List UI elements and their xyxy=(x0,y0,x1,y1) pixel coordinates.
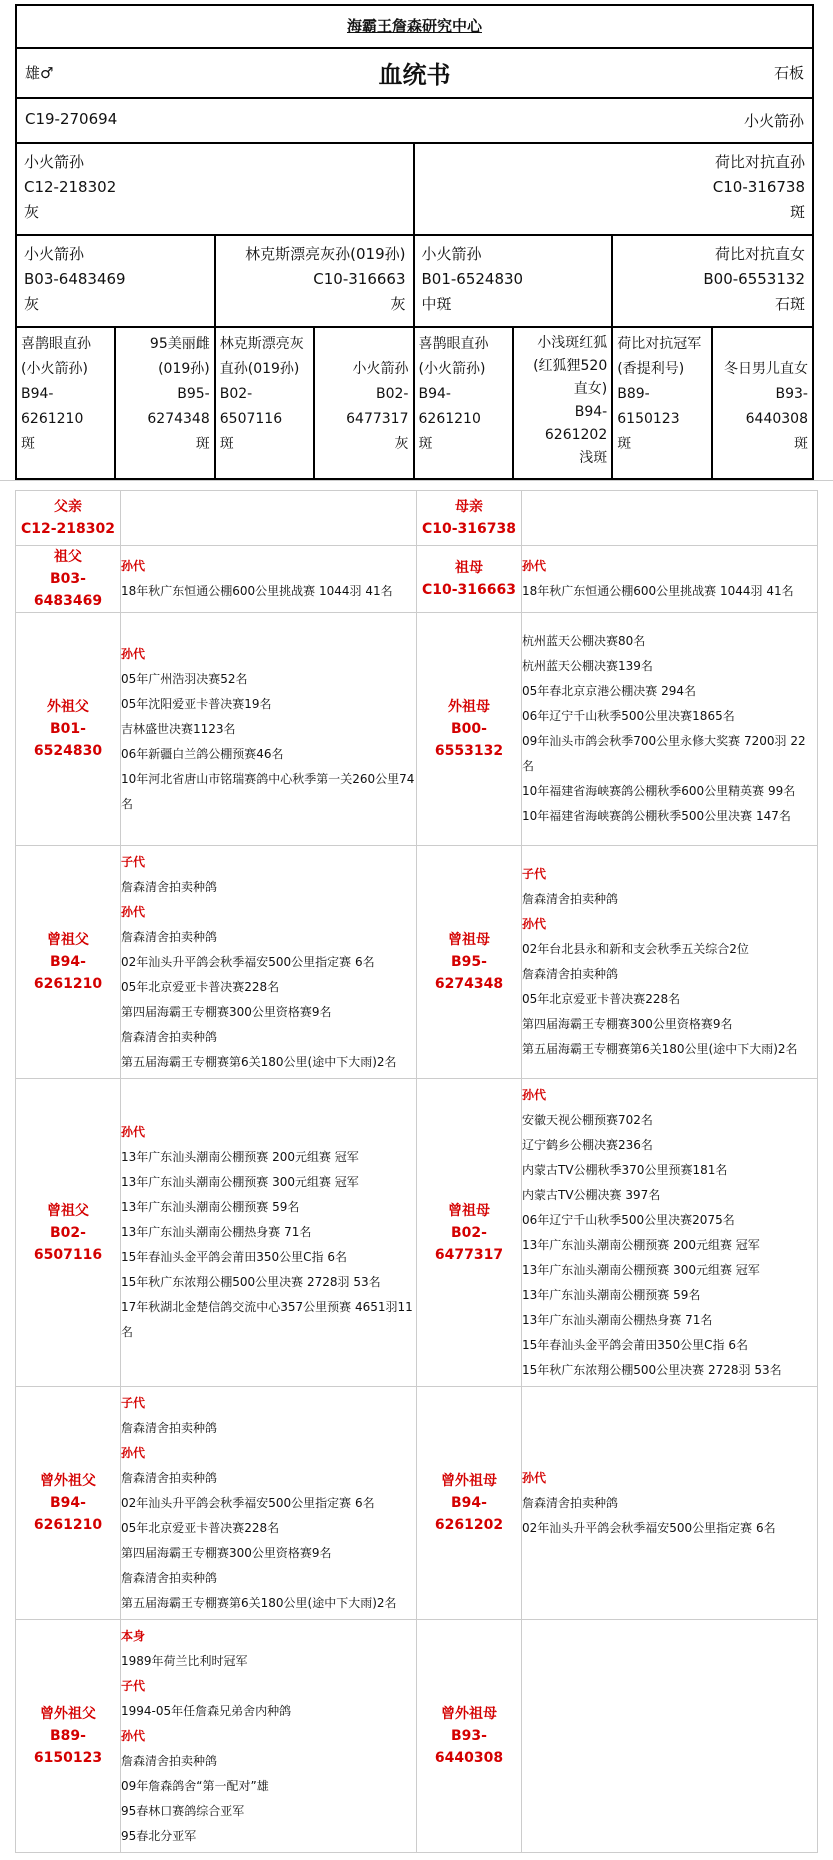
achievement-item: 13年广东汕头潮南公棚热身赛 71名 xyxy=(522,1312,713,1327)
ancestor-row xyxy=(16,846,818,1079)
achievement-item: 10年福建省海峡赛鸽公棚秋季500公里决赛 147名 xyxy=(522,809,791,823)
line: 6440308 xyxy=(745,411,808,427)
generation-grandparents xyxy=(17,236,812,328)
ancestor-role: 曾祖母 xyxy=(448,1202,490,1219)
ancestor-label xyxy=(417,846,522,1079)
generation-parents xyxy=(17,144,812,236)
achievement-item: 06年辽宁千山秋季500公里决赛2075名 xyxy=(522,1212,735,1227)
line: 冬日男儿直女 xyxy=(724,361,808,377)
achievement-item: 13年广东汕头潮南公棚预赛 200元组赛 冠军 xyxy=(121,1150,359,1164)
achievement-item: 詹森清舍拍卖种鸽 xyxy=(121,1420,218,1435)
line: B02- xyxy=(376,386,409,402)
grandparent-cell xyxy=(415,236,614,326)
achievement-list xyxy=(522,491,818,546)
line: (小火箭孙) xyxy=(21,361,88,377)
achievement-item: 13年广东汕头潮南公棚预赛 300元组赛 冠军 xyxy=(522,1262,760,1277)
ancestor-label xyxy=(16,1387,121,1620)
achievement-item: 18年秋广东恒通公棚600公里挑战赛 1044羽 41名 xyxy=(522,584,794,598)
ancestor-ring: B94-6261210 xyxy=(33,1495,103,1533)
line: (香提利号) xyxy=(617,361,685,377)
line: 浅斑 xyxy=(579,450,608,466)
grandparent-ring: B00-6553132 xyxy=(703,270,805,288)
generation-heading: 孙代 xyxy=(522,559,547,573)
grandparent-cell xyxy=(216,236,415,326)
line: 喜鹊眼直孙 xyxy=(21,336,91,352)
achievement-item: 詹森清舍拍卖种鸽 xyxy=(121,1029,218,1044)
ancestor-label xyxy=(417,613,522,846)
great-grandparent-cell xyxy=(713,328,812,478)
achievement-item: 安徽天视公棚预赛702名 xyxy=(522,1112,653,1127)
achievement-item: 1994-05年任詹森兄弟舍内种鸽 xyxy=(121,1703,292,1718)
generation-heading: 孙代 xyxy=(121,1125,146,1139)
ancestor-role: 父亲 xyxy=(54,499,82,515)
achievement-item: 13年广东汕头潮南公棚预赛 200元组赛 冠军 xyxy=(522,1237,760,1252)
subject-info xyxy=(17,99,812,144)
achievement-list xyxy=(121,1387,417,1620)
achievement-item: 第四届海霸王专棚赛300公里资格赛9名 xyxy=(121,1545,332,1560)
line: 喜鹊眼直孙 xyxy=(418,336,489,352)
line: 6507116 xyxy=(219,411,283,427)
line: B95- xyxy=(177,386,210,402)
achievement-item: 15年秋广东浓翔公棚500公里决赛 2728羽 53名 xyxy=(121,1275,381,1289)
certificate-header xyxy=(17,49,812,99)
section-divider xyxy=(0,480,833,481)
line: 斑 xyxy=(617,436,632,452)
generation-heading: 孙代 xyxy=(121,646,146,661)
sex-label: 雄♂ xyxy=(25,64,54,82)
achievement-list xyxy=(121,491,417,546)
line: 小火箭孙 xyxy=(352,361,409,377)
line: 斑 xyxy=(21,436,35,452)
achievement-list xyxy=(121,1079,417,1387)
color-label: 石板 xyxy=(773,64,804,82)
ancestor-ring: B89-6150123 xyxy=(33,1728,103,1766)
ancestor-ring: B95-6274348 xyxy=(434,954,504,992)
achievement-item: 13年广东汕头潮南公棚预赛 300元组赛 冠军 xyxy=(121,1175,359,1189)
great-grandparent-cell xyxy=(415,328,514,478)
achievement-list xyxy=(522,1387,818,1620)
achievement-item: 05年沈阳爱亚卡普决赛19名 xyxy=(121,696,272,711)
ancestor-role: 外祖母 xyxy=(448,699,490,715)
achievement-item: 1989年荷兰比利时冠军 xyxy=(121,1653,248,1668)
achievement-item: 詹森清舍拍卖种鸽 xyxy=(121,929,218,944)
ancestor-role: 曾祖父 xyxy=(47,1202,89,1219)
grandparent-cell xyxy=(613,236,812,326)
pedigree-certificate xyxy=(15,4,814,480)
achievement-item: 13年广东汕头潮南公棚预赛 59名 xyxy=(522,1287,701,1302)
achievement-item: 02年汕头升平鸽会秋季福安500公里指定赛 6名 xyxy=(121,1495,375,1510)
achievement-item: 杭州蓝天公棚决赛139名 xyxy=(522,659,653,673)
achievement-list xyxy=(522,1079,818,1387)
ancestor-ring: B93-6440308 xyxy=(434,1728,504,1766)
great-grandparent-cell xyxy=(613,328,712,478)
ancestry-records-table xyxy=(15,490,818,1853)
achievement-list xyxy=(121,846,417,1079)
achievement-list xyxy=(121,546,417,613)
achievement-item: 06年辽宁千山秋季500公里决赛1865名 xyxy=(522,709,735,723)
ancestor-ring: C12-218302 xyxy=(20,521,115,537)
achievement-item: 第四届海霸王专棚赛300公里资格赛9名 xyxy=(522,1017,733,1031)
generation-heading: 孙代 xyxy=(121,1728,146,1743)
ancestor-ring: B02-6507116 xyxy=(33,1224,103,1263)
great-grandparent-cell xyxy=(116,328,215,478)
line: 95美丽雌 xyxy=(149,336,210,352)
great-grandparent-cell xyxy=(315,328,414,478)
generation-heading: 孙代 xyxy=(522,1470,547,1485)
line: (小火箭孙) xyxy=(418,361,486,377)
ancestor-label xyxy=(16,613,121,846)
line: B94- xyxy=(574,404,608,420)
ancestor-ring: C10-316663 xyxy=(421,582,516,598)
achievement-item: 09年詹森鸽舍“第一配对”雄 xyxy=(121,1778,269,1793)
line: 直女) xyxy=(573,381,608,397)
achievement-item: 06年新疆白兰鸽公棚预赛46名 xyxy=(121,746,284,761)
line: 直孙(019孙) xyxy=(219,361,300,377)
ancestor-ring: B03-6483469 xyxy=(33,571,103,609)
achievement-item: 05年广州浩羽决赛52名 xyxy=(121,671,248,686)
ancestor-row xyxy=(16,1387,818,1620)
ancestor-role: 曾外祖母 xyxy=(441,1473,497,1489)
grandparent-color: 灰 xyxy=(390,295,406,313)
ring-number: C19-270694 xyxy=(25,110,118,128)
generation-heading: 孙代 xyxy=(121,559,146,573)
achievement-item: 05年北京爱亚卡普决赛228名 xyxy=(522,992,681,1006)
achievement-item: 詹森清舍拍卖种鸽 xyxy=(121,1470,218,1485)
generation-heading: 子代 xyxy=(121,1395,146,1410)
achievement-list xyxy=(522,613,818,846)
ancestor-ring: C10-316738 xyxy=(421,521,516,537)
achievement-item: 15年秋广东浓翔公棚500公里决赛 2728羽 53名 xyxy=(522,1362,782,1377)
achievement-item: 05年春北京京港公棚决赛 294名 xyxy=(522,684,696,698)
achievement-item: 95春北分亚军 xyxy=(121,1828,197,1843)
ancestor-label xyxy=(417,1620,522,1853)
ancestor-row xyxy=(16,613,818,846)
ancestor-row xyxy=(16,546,818,613)
line: B89- xyxy=(617,386,650,402)
achievement-item: 02年台北县永和新和支会秋季五关综合2位 xyxy=(522,942,749,956)
line: 6261210 xyxy=(418,411,481,427)
dam-color: 斑 xyxy=(789,203,805,221)
achievement-item: 18年秋广东恒通公棚600公里挑战赛 1044羽 41名 xyxy=(121,584,393,598)
ancestor-role: 曾外祖父 xyxy=(40,1706,96,1722)
ancestor-role: 祖父 xyxy=(54,549,82,565)
ancestor-role: 外祖父 xyxy=(47,699,89,715)
grandparent-ring: B01-6524830 xyxy=(421,270,524,288)
line: B93- xyxy=(775,386,808,402)
generation-heading: 孙代 xyxy=(522,1087,547,1102)
achievement-item: 13年广东汕头潮南公棚预赛 59名 xyxy=(121,1200,300,1214)
ancestor-ring: B01-6524830 xyxy=(33,721,103,759)
great-grandparent-cell xyxy=(514,328,613,478)
line: 荷比对抗冠军 xyxy=(617,336,702,352)
line: 斑 xyxy=(195,436,210,452)
grandparent-ring: C10-316663 xyxy=(313,270,406,288)
achievement-item: 辽宁鹤乡公棚决赛236名 xyxy=(522,1137,653,1152)
generation-great-grandparents xyxy=(17,328,812,478)
achievement-item: 詹森清舍拍卖种鸽 xyxy=(121,1570,218,1585)
achievement-item: 杭州蓝天公棚决赛80名 xyxy=(522,634,646,648)
center-title: 海霸王詹森研究中心 xyxy=(17,6,812,49)
ancestor-label xyxy=(16,1079,121,1387)
generation-heading: 本身 xyxy=(121,1628,146,1643)
achievement-item: 05年北京爱亚卡普决赛228名 xyxy=(121,979,280,994)
achievement-item: 内蒙古TV公棚秋季370公里预赛181名 xyxy=(522,1162,728,1177)
line: B94- xyxy=(21,386,54,402)
generation-heading: 子代 xyxy=(121,1678,146,1693)
achievement-item: 内蒙古TV公棚决赛 397名 xyxy=(522,1187,661,1202)
great-grandparent-cell xyxy=(17,328,116,478)
ancestor-role: 曾祖母 xyxy=(448,932,490,948)
achievement-list xyxy=(121,1620,417,1853)
generation-heading: 孙代 xyxy=(522,917,547,931)
achievement-item: 02年汕头升平鸽会秋季福安500公里指定赛 6名 xyxy=(522,1520,776,1535)
line: 6274348 xyxy=(147,411,210,427)
grandparent-name: 小火箭孙 xyxy=(24,245,85,263)
achievement-list xyxy=(522,1620,818,1853)
ancestor-row xyxy=(16,491,818,546)
line: B02- xyxy=(219,386,253,402)
ancestor-ring: B94-6261210 xyxy=(33,954,103,992)
strain-label: 小火箭孙 xyxy=(743,112,804,130)
achievement-item: 13年广东汕头潮南公棚热身赛 71名 xyxy=(121,1225,312,1239)
generation-heading: 子代 xyxy=(522,867,547,881)
ancestor-ring: B94-6261202 xyxy=(434,1495,504,1533)
grandparent-name: 小火箭孙 xyxy=(421,245,482,263)
line: 林克斯漂亮灰 xyxy=(219,336,304,352)
achievement-item: 詹森清舍拍卖种鸽 xyxy=(522,967,619,981)
ancestor-label xyxy=(417,491,522,546)
ancestor-label xyxy=(16,1620,121,1853)
line: (019孙) xyxy=(158,361,210,377)
ancestor-row xyxy=(16,1079,818,1387)
great-grandparent-cell xyxy=(216,328,315,478)
sire-color: 灰 xyxy=(24,203,40,221)
achievement-item: 第五届海霸王专棚赛第6关180公里(途中下大雨)2名 xyxy=(121,1054,397,1069)
achievement-item: 第四届海霸王专棚赛300公里资格赛9名 xyxy=(121,1004,332,1019)
certificate-title: 血统书 xyxy=(378,61,451,89)
ancestor-ring: B00-6553132 xyxy=(434,721,504,759)
grandparent-color: 中斑 xyxy=(421,295,452,313)
ancestor-label xyxy=(417,1079,522,1387)
dam-cell xyxy=(415,144,813,234)
achievement-list xyxy=(522,546,818,613)
dam-ring: C10-316738 xyxy=(712,178,805,196)
achievement-item: 詹森清舍拍卖种鸽 xyxy=(522,892,619,906)
line: 斑 xyxy=(794,436,808,452)
achievement-list xyxy=(522,846,818,1079)
achievement-item: 10年福建省海峡赛鸽公棚秋季600公里精英赛 99名 xyxy=(522,784,796,798)
sire-cell xyxy=(17,144,415,234)
line: 6150123 xyxy=(617,411,680,427)
achievement-item: 05年北京爱亚卡普决赛228名 xyxy=(121,1520,280,1535)
ancestor-role: 曾外祖父 xyxy=(40,1473,96,1489)
line: 斑 xyxy=(418,436,433,452)
line: 小浅斑红狐 xyxy=(537,335,608,351)
achievement-item: 95春林口赛鸽综合亚军 xyxy=(121,1803,245,1818)
generation-heading: 孙代 xyxy=(121,904,146,919)
achievement-item: 17年秋湖北金楚信鸽交流中心357公里预赛 4651羽11名 xyxy=(121,1300,413,1339)
achievement-list xyxy=(121,613,417,846)
ancestor-label xyxy=(417,1387,522,1620)
line: 6477317 xyxy=(346,411,409,427)
line: 6261202 xyxy=(544,427,608,443)
achievement-item: 02年汕头升平鸽会秋季福安500公里指定赛 6名 xyxy=(121,954,375,969)
achievement-item: 詹森清舍拍卖种鸽 xyxy=(121,1753,218,1768)
achievement-item: 第五届海霸王专棚赛第6关180公里(途中下大雨)2名 xyxy=(121,1595,397,1610)
dam-name: 荷比对抗直孙 xyxy=(714,153,805,171)
grandparent-color: 石斑 xyxy=(774,295,805,313)
ancestor-label xyxy=(16,546,121,613)
sire-ring: C12-218302 xyxy=(24,178,117,196)
ancestor-label xyxy=(417,546,522,613)
line: B94- xyxy=(418,386,451,402)
achievement-item: 第五届海霸王专棚赛第6关180公里(途中下大雨)2名 xyxy=(522,1042,798,1056)
ancestor-role: 祖母 xyxy=(455,560,483,576)
line: (红狐狸520 xyxy=(533,358,608,374)
ancestor-ring: B02-6477317 xyxy=(434,1224,504,1263)
ancestor-row xyxy=(16,1620,818,1853)
achievement-item: 15年春汕头金平鸽会莆田350公里C指 6名 xyxy=(121,1250,348,1264)
grandparent-cell xyxy=(17,236,216,326)
achievement-item: 詹森清舍拍卖种鸽 xyxy=(121,879,218,894)
achievement-item: 09年汕头市鸽会秋季700公里永修大奖赛 7200羽 22名 xyxy=(522,734,806,773)
ancestor-label xyxy=(16,846,121,1079)
achievement-item: 詹森清舍拍卖种鸽 xyxy=(522,1495,619,1510)
achievement-item: 10年河北省唐山市铭瑞赛鸽中心秋季第一关260公里74名 xyxy=(121,771,415,811)
generation-heading: 孙代 xyxy=(121,1445,146,1460)
achievement-item: 15年春汕头金平鸽会莆田350公里C指 6名 xyxy=(522,1337,749,1352)
line: 灰 xyxy=(394,436,409,452)
grandparent-name: 荷比对抗直女 xyxy=(714,245,805,263)
ancestor-role: 母亲 xyxy=(455,499,483,515)
grandparent-name: 林克斯漂亮灰孙(019孙) xyxy=(245,245,406,263)
ancestor-label xyxy=(16,491,121,546)
grandparent-ring: B03-6483469 xyxy=(24,270,126,288)
ancestor-role: 曾祖父 xyxy=(47,932,89,948)
generation-heading: 子代 xyxy=(121,854,146,869)
ancestor-role: 曾外祖母 xyxy=(441,1706,497,1722)
sire-name: 小火箭孙 xyxy=(24,153,85,171)
line: 斑 xyxy=(219,436,234,452)
grandparent-color: 灰 xyxy=(24,295,40,313)
line: 6261210 xyxy=(21,411,84,427)
achievement-item: 吉林盛世决赛1123名 xyxy=(121,721,236,736)
